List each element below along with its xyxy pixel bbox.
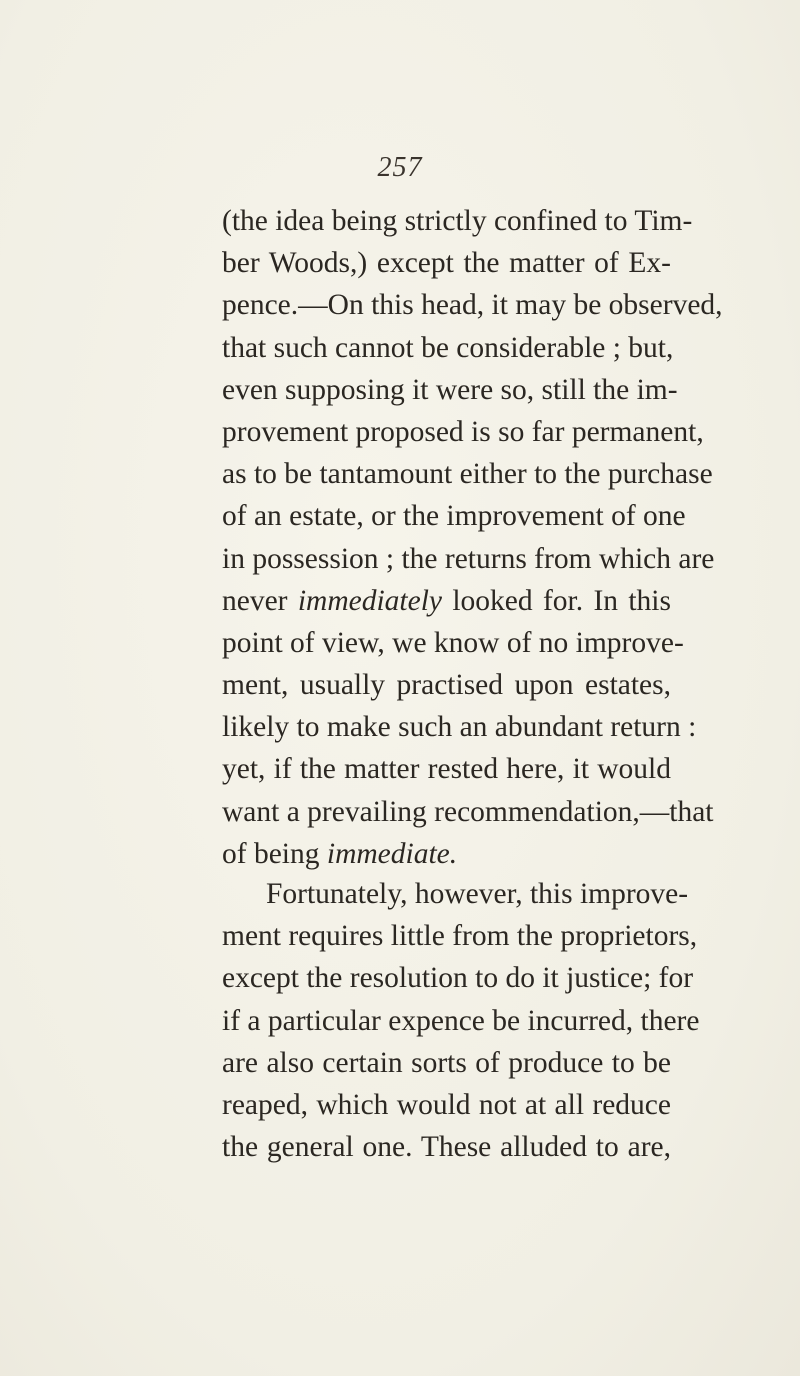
text-line xyxy=(222,791,714,833)
text-line xyxy=(222,706,697,748)
text-line xyxy=(222,1000,700,1042)
text-segment: looked for. In this xyxy=(442,584,671,617)
text-segment: ment requires little from the proprietors, xyxy=(222,920,698,953)
text-segment: reaped, which would not at all reduce xyxy=(222,1088,671,1121)
text-line xyxy=(222,1126,671,1168)
text-line xyxy=(222,369,678,411)
text-line xyxy=(222,873,689,915)
text-segment: that such cannot be considerable ; but, xyxy=(222,331,674,364)
text-segment: in possession ; the returns from which are xyxy=(222,542,715,575)
text-segment: point of view, we know of no improve- xyxy=(222,626,684,659)
text-segment: as to be tantamount either to the purchase xyxy=(222,458,713,491)
text-segment: except the resolution to do it justice; for xyxy=(222,962,694,995)
page-number: 257 xyxy=(377,152,423,183)
text-segment: yet, if the matter rested here, it would xyxy=(222,753,671,786)
paragraph-2 xyxy=(222,873,700,1168)
text-segment: (the idea being strictly confined to Tim- xyxy=(222,205,693,237)
text-segment: of being xyxy=(222,837,327,870)
text-segment: of an estate, or the improvement of one xyxy=(222,500,686,533)
text-line xyxy=(222,1042,671,1084)
text-line xyxy=(222,200,693,242)
text-line xyxy=(222,957,694,999)
text-line xyxy=(222,284,723,326)
text-segment: ment, usually practised upon estates, xyxy=(222,669,671,702)
text-line xyxy=(222,495,686,537)
text-line xyxy=(222,580,671,622)
text-line xyxy=(222,242,671,284)
text-segment: likely to make such an abundant return : xyxy=(222,711,697,744)
text-segment: Fortunately, however, this improve- xyxy=(266,878,689,910)
text-segment: pence.—On this head, it may be observed, xyxy=(222,289,723,322)
text-line xyxy=(222,538,715,580)
text-line xyxy=(222,622,684,664)
paragraph-1 xyxy=(222,200,723,875)
text-segment: never xyxy=(222,584,298,617)
text-line xyxy=(222,833,671,875)
text-segment: are also certain sorts of produce to be xyxy=(222,1046,671,1079)
text-line xyxy=(222,411,704,453)
text-segment: if a particular expence be incurred, there xyxy=(222,1004,700,1037)
text-line xyxy=(222,915,698,957)
text-segment: even supposing it were so, still the im- xyxy=(222,373,678,406)
text-line xyxy=(222,453,713,495)
text-line xyxy=(222,748,671,790)
text-line xyxy=(222,327,674,369)
text-segment: the general one. These alluded to are, xyxy=(222,1131,671,1164)
italic-text: immediate. xyxy=(326,837,458,870)
italic-text: immediately xyxy=(297,584,443,617)
text-segment: ber Woods,) except the matter of Ex- xyxy=(222,247,671,280)
text-line xyxy=(222,664,671,706)
text-line xyxy=(222,1084,671,1126)
text-segment: provement proposed is so far permanent, xyxy=(222,415,704,448)
text-segment: want a prevailing recommendation,—that xyxy=(222,795,714,828)
